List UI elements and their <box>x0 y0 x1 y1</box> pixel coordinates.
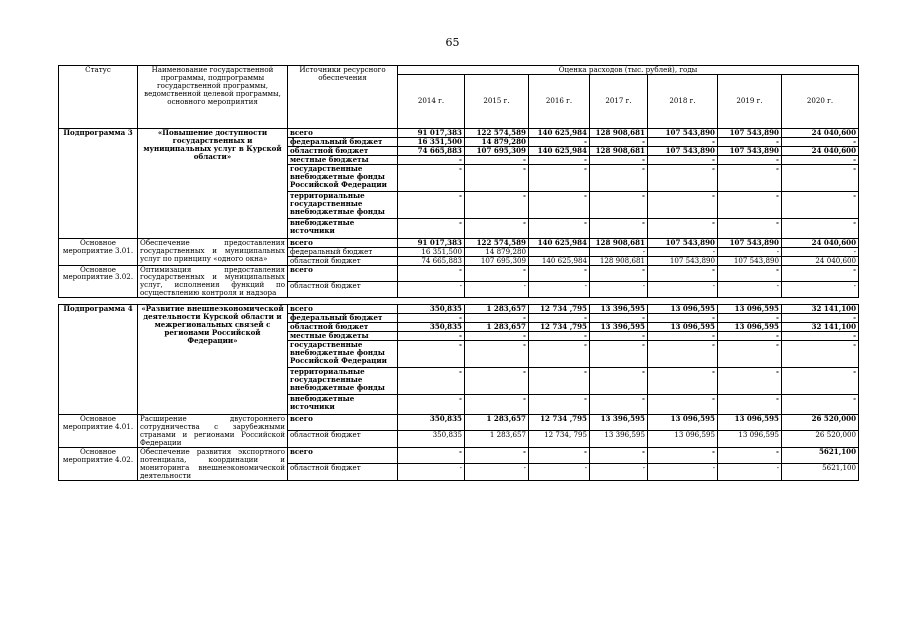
row-value: 13 096,595 <box>718 305 782 314</box>
row-value: 12 734 ,795 <box>529 415 590 431</box>
row-source: территориальные государственные внебюджетные фонды <box>288 368 398 395</box>
row-status: Основное мероприятие 4.02. <box>59 447 138 480</box>
row-value: - <box>782 191 859 218</box>
row-value: - <box>398 265 465 281</box>
row-value: 13 096,595 <box>648 305 718 314</box>
row-value: - <box>718 265 782 281</box>
row-name: «Повышение доступности государственных и муниципальных услуг в Курской области» <box>138 128 288 238</box>
row-value: 91 017,383 <box>398 128 465 137</box>
row-value: - <box>398 447 465 463</box>
row-value: 128 908,681 <box>590 238 648 247</box>
row-value: - <box>529 218 590 238</box>
row-value: 350,835 <box>398 323 465 332</box>
table-row <box>59 415 859 431</box>
row-value: - <box>465 281 529 297</box>
row-value: 13 396,595 <box>590 431 648 447</box>
row-source: всего <box>288 238 398 247</box>
row-value: - <box>529 314 590 323</box>
row-value: - <box>590 218 648 238</box>
row-value: - <box>782 332 859 341</box>
row-source: государственные внебюджетные фонды Российской Федерации <box>288 341 398 368</box>
row-value: - <box>590 464 648 480</box>
row-value: 24 040,600 <box>782 238 859 247</box>
header-year: 2017 г. <box>590 74 648 128</box>
row-value: - <box>718 368 782 395</box>
row-value: - <box>718 464 782 480</box>
row-name: «Развитие внешнеэкономической деятельности Курской области и межрегиональных связей с регионами Российской Федерации» <box>138 305 288 415</box>
row-value: 24 040,600 <box>782 146 859 155</box>
row-value: - <box>465 314 529 323</box>
row-source: местные бюджеты <box>288 155 398 164</box>
row-value: - <box>782 137 859 146</box>
row-value: 107 543,890 <box>718 256 782 265</box>
row-value: 140 625,984 <box>529 146 590 155</box>
row-value: - <box>648 464 718 480</box>
row-name: Расширение двустороннего сотрудничества с зарубежными странами и регионами Российской Федерации <box>138 415 288 448</box>
row-value: - <box>529 265 590 281</box>
row-source: территориальные государственные внебюджетные фонды <box>288 191 398 218</box>
row-name: Обеспечение развития экспортного потенциала, координации и мониторинга внешнеэкономической деятельности <box>138 447 288 480</box>
row-value: 350,835 <box>398 431 465 447</box>
row-value: 13 096,595 <box>718 415 782 431</box>
table-row <box>59 265 859 281</box>
row-value: 91 017,383 <box>398 238 465 247</box>
row-source: всего <box>288 128 398 137</box>
row-value: - <box>648 265 718 281</box>
row-value: 140 625,984 <box>529 238 590 247</box>
row-value: 13 096,595 <box>718 431 782 447</box>
row-value: 74 665,883 <box>398 146 465 155</box>
row-value: 13 396,595 <box>590 323 648 332</box>
row-value: - <box>718 281 782 297</box>
row-value: - <box>718 341 782 368</box>
row-source: федеральный бюджет <box>288 314 398 323</box>
row-value: 26 520,000 <box>782 431 859 447</box>
row-value: 16 351,500 <box>398 137 465 146</box>
row-value: - <box>529 368 590 395</box>
row-value: 1 283,657 <box>465 431 529 447</box>
row-value: - <box>529 447 590 463</box>
row-value: - <box>465 155 529 164</box>
row-source: федеральный бюджет <box>288 137 398 146</box>
header-row-1 <box>59 66 859 75</box>
row-value: - <box>590 281 648 297</box>
row-value: - <box>529 464 590 480</box>
table-row <box>59 238 859 247</box>
row-value: - <box>398 218 465 238</box>
row-value: - <box>590 368 648 395</box>
header-year: 2020 г. <box>782 74 859 128</box>
row-value: - <box>590 447 648 463</box>
row-value: - <box>529 395 590 415</box>
row-value: 140 625,984 <box>529 128 590 137</box>
header-status: Статус <box>59 66 138 129</box>
header-year: 2019 г. <box>718 74 782 128</box>
row-value: - <box>465 218 529 238</box>
row-value: - <box>590 395 648 415</box>
header-estimate: Оценка расходов (тыс. рублей), годы <box>398 66 859 75</box>
row-value: - <box>465 164 529 191</box>
row-status: Основное мероприятие 4.01. <box>59 415 138 448</box>
row-value: 14 879,280 <box>465 247 529 256</box>
row-value: - <box>465 464 529 480</box>
row-value: - <box>782 368 859 395</box>
table-row <box>59 128 859 137</box>
section-gap <box>59 298 859 305</box>
row-value: - <box>398 395 465 415</box>
row-value: - <box>648 218 718 238</box>
row-value: 26 520,000 <box>782 415 859 431</box>
row-value: 32 141,100 <box>782 323 859 332</box>
header-year: 2015 г. <box>465 74 529 128</box>
row-value: 1 283,657 <box>465 305 529 314</box>
row-value: 14 879,280 <box>465 137 529 146</box>
row-value: - <box>398 464 465 480</box>
header-year: 2018 г. <box>648 74 718 128</box>
row-value: - <box>398 281 465 297</box>
row-value: - <box>782 341 859 368</box>
row-value: 107 543,890 <box>648 238 718 247</box>
row-value: 32 141,100 <box>782 305 859 314</box>
row-value: - <box>718 137 782 146</box>
row-source: областной бюджет <box>288 146 398 155</box>
row-value: 13 396,595 <box>590 305 648 314</box>
row-value: - <box>398 155 465 164</box>
row-value: - <box>718 447 782 463</box>
table-body <box>59 128 859 480</box>
row-value: 107 543,890 <box>718 128 782 137</box>
row-value <box>529 247 590 256</box>
row-value: - <box>465 265 529 281</box>
row-value: - <box>465 395 529 415</box>
row-value: - <box>648 155 718 164</box>
row-source: внебюджетные источники <box>288 395 398 415</box>
row-value: - <box>590 247 648 256</box>
row-value: - <box>782 395 859 415</box>
row-value: - <box>718 314 782 323</box>
row-value: 350,835 <box>398 305 465 314</box>
row-value: 1 283,657 <box>465 415 529 431</box>
row-value: - <box>465 332 529 341</box>
row-source: областной бюджет <box>288 256 398 265</box>
row-value: 128 908,681 <box>590 128 648 137</box>
row-value: 107 695,309 <box>465 256 529 265</box>
row-value: 12 734 ,795 <box>529 323 590 332</box>
row-value: - <box>398 341 465 368</box>
row-value: - <box>718 247 782 256</box>
row-value: - <box>648 314 718 323</box>
row-value: 122 574,589 <box>465 238 529 247</box>
row-value: - <box>718 191 782 218</box>
row-value: 16 351,500 <box>398 247 465 256</box>
row-value: - <box>529 137 590 146</box>
row-value: 12 734 ,795 <box>529 305 590 314</box>
row-value: - <box>529 341 590 368</box>
row-name: Обеспечение предоставления государственных и муниципальных услуг по принципу «одного окна» <box>138 238 288 265</box>
row-value: - <box>718 395 782 415</box>
table-row <box>59 305 859 314</box>
header-name: Наименование государственной программы, подпрограммы государственной программы, ведомственной целевой программы, основного мероприятия <box>138 66 288 129</box>
row-value: 74 665,883 <box>398 256 465 265</box>
row-value: - <box>398 332 465 341</box>
row-value: 1 283,657 <box>465 323 529 332</box>
row-value: - <box>718 164 782 191</box>
row-value: - <box>718 332 782 341</box>
section-gap-cell <box>59 298 859 305</box>
row-source: всего <box>288 305 398 314</box>
row-value: - <box>529 332 590 341</box>
row-value: - <box>465 191 529 218</box>
row-value: - <box>590 164 648 191</box>
row-value: - <box>590 191 648 218</box>
row-value: - <box>782 218 859 238</box>
row-value: 24 040,600 <box>782 128 859 137</box>
row-value: - <box>398 314 465 323</box>
row-value: - <box>648 447 718 463</box>
row-value: 13 096,595 <box>718 323 782 332</box>
row-value: - <box>648 341 718 368</box>
row-source: всего <box>288 415 398 431</box>
row-value: 128 908,681 <box>590 146 648 155</box>
row-value: - <box>718 218 782 238</box>
row-source: областной бюджет <box>288 323 398 332</box>
row-value: - <box>648 191 718 218</box>
row-value: 5621,100 <box>782 464 859 480</box>
page-number: 65 <box>445 36 460 49</box>
row-value: - <box>529 155 590 164</box>
row-value: - <box>648 368 718 395</box>
row-value: - <box>590 341 648 368</box>
row-value: - <box>590 265 648 281</box>
row-source: государственные внебюджетные фонды Российской Федерации <box>288 164 398 191</box>
row-value: - <box>590 137 648 146</box>
row-value: 107 543,890 <box>718 146 782 155</box>
row-value: - <box>782 281 859 297</box>
row-value: 128 908,681 <box>590 256 648 265</box>
row-status: Основное мероприятие 3.02. <box>59 265 138 298</box>
row-value: - <box>465 447 529 463</box>
row-source: всего <box>288 447 398 463</box>
row-source: областной бюджет <box>288 281 398 297</box>
row-value: 13 396,595 <box>590 415 648 431</box>
row-source: всего <box>288 265 398 281</box>
header-sources: Источники ресурсного обеспечения <box>288 66 398 129</box>
budget-table <box>58 65 859 481</box>
row-value: - <box>782 164 859 191</box>
row-value: - <box>398 368 465 395</box>
header-year: 2014 г. <box>398 74 465 128</box>
row-status: Основное мероприятие 3.01. <box>59 238 138 265</box>
row-value: 107 543,890 <box>718 238 782 247</box>
row-value: 107 695,309 <box>465 146 529 155</box>
row-source: внебюджетные источники <box>288 218 398 238</box>
row-value: - <box>529 281 590 297</box>
row-value: - <box>782 155 859 164</box>
row-value: - <box>782 247 859 256</box>
row-value: - <box>648 332 718 341</box>
row-value: - <box>529 164 590 191</box>
row-value: - <box>465 368 529 395</box>
row-value: 13 096,595 <box>648 431 718 447</box>
row-value: 12 734, 795 <box>529 431 590 447</box>
row-value: - <box>648 247 718 256</box>
row-name: Оптимизация предоставления государственных и муниципальных услуг, исполнения функций по осуществлению контроля и надзора <box>138 265 288 298</box>
row-value: - <box>648 281 718 297</box>
row-value: - <box>398 191 465 218</box>
row-value: - <box>648 137 718 146</box>
row-status: Подпрограмма 4 <box>59 305 138 415</box>
header-year: 2016 г. <box>529 74 590 128</box>
row-value: 13 096,595 <box>648 415 718 431</box>
row-value: - <box>648 395 718 415</box>
row-value: 107 543,890 <box>648 146 718 155</box>
row-value: 5621,100 <box>782 447 859 463</box>
row-source: местные бюджеты <box>288 332 398 341</box>
row-value: 107 543,890 <box>648 256 718 265</box>
row-value: - <box>782 265 859 281</box>
row-value: - <box>648 164 718 191</box>
row-value: 122 574,589 <box>465 128 529 137</box>
row-value: - <box>782 314 859 323</box>
row-value: - <box>590 155 648 164</box>
row-value: 350,835 <box>398 415 465 431</box>
row-value: 107 543,890 <box>648 128 718 137</box>
row-value: - <box>529 191 590 218</box>
row-status: Подпрограмма 3 <box>59 128 138 238</box>
row-source: федеральный бюджет <box>288 247 398 256</box>
row-value: - <box>718 155 782 164</box>
row-value: 13 096,595 <box>648 323 718 332</box>
row-value: - <box>465 341 529 368</box>
row-value: - <box>590 314 648 323</box>
table-row <box>59 447 859 463</box>
row-value: 140 625,984 <box>529 256 590 265</box>
row-source: областной бюджет <box>288 431 398 447</box>
row-source: областной бюджет <box>288 464 398 480</box>
row-value: - <box>398 164 465 191</box>
row-value: - <box>590 332 648 341</box>
row-value: 24 040,600 <box>782 256 859 265</box>
